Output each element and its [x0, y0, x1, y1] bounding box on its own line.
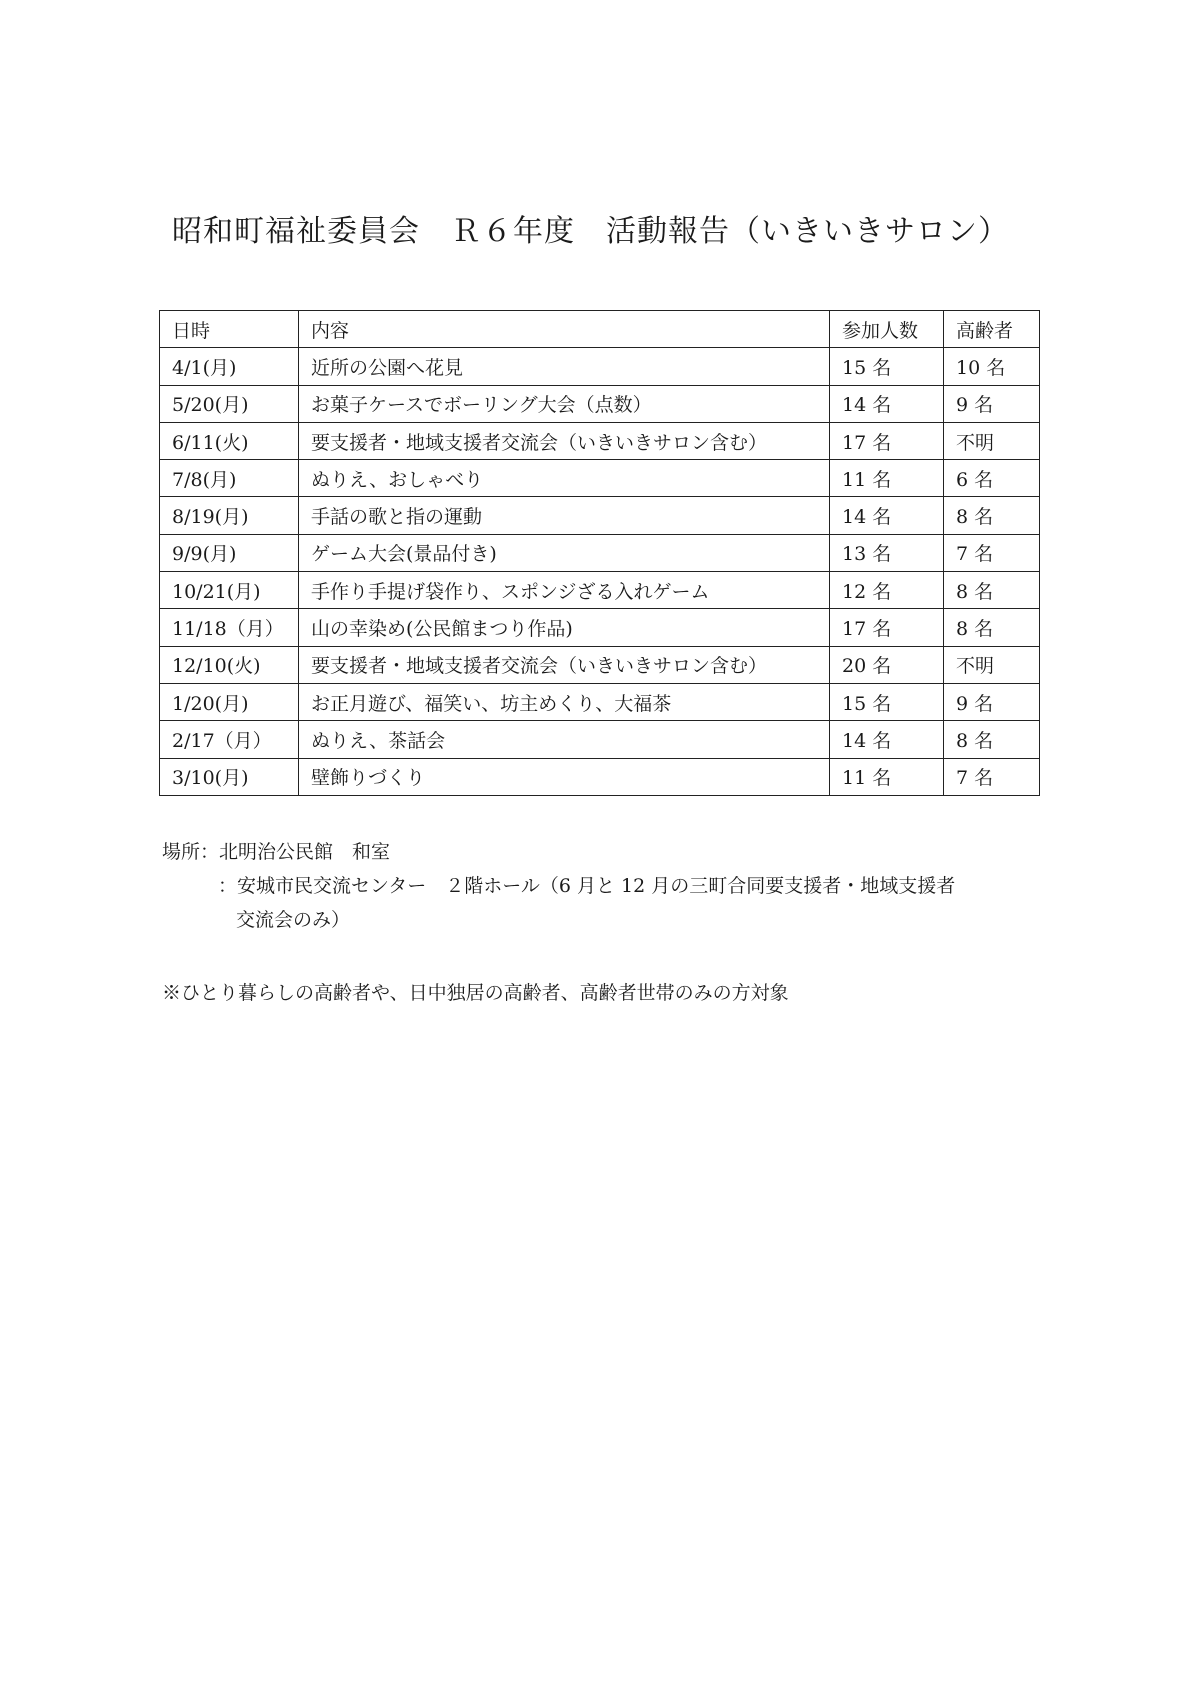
cell-content: 手話の歌と指の運動	[299, 497, 830, 534]
cell-date: 7/8(月)	[160, 460, 299, 497]
table-header-row	[160, 311, 1040, 348]
cell-date: 2/17（月）	[160, 721, 299, 758]
cell-participants: 20 名	[830, 646, 944, 683]
cell-participants: 17 名	[830, 422, 944, 459]
table-row	[160, 460, 1040, 497]
cell-participants: 14 名	[830, 721, 944, 758]
table-row	[160, 534, 1040, 571]
cell-content: 近所の公園へ花見	[299, 348, 830, 385]
cell-elderly: 不明	[944, 646, 1040, 683]
cell-date: 5/20(月)	[160, 385, 299, 422]
cell-participants: 13 名	[830, 534, 944, 571]
table-row	[160, 646, 1040, 683]
header-content: 内容	[299, 311, 830, 348]
cell-participants: 17 名	[830, 609, 944, 646]
cell-elderly: 7 名	[944, 534, 1040, 571]
cell-content: 要支援者・地域支援者交流会（いきいきサロン含む）	[299, 646, 830, 683]
table-row	[160, 348, 1040, 385]
cell-date: 10/21(月)	[160, 572, 299, 609]
cell-content: 壁飾りづくり	[299, 758, 830, 795]
table-row	[160, 683, 1040, 720]
cell-content: お菓子ケースでボーリング大会（点数）	[299, 385, 830, 422]
cell-date: 6/11(火)	[160, 422, 299, 459]
cell-elderly: 9 名	[944, 385, 1040, 422]
cell-participants: 11 名	[830, 460, 944, 497]
cell-date: 4/1(月)	[160, 348, 299, 385]
header-participants: 参加人数	[830, 311, 944, 348]
cell-date: 8/19(月)	[160, 497, 299, 534]
cell-content: ゲーム大会(景品付き)	[299, 534, 830, 571]
cell-participants: 11 名	[830, 758, 944, 795]
cell-date: 3/10(月)	[160, 758, 299, 795]
table-row	[160, 497, 1040, 534]
cell-content: ぬりえ、茶話会	[299, 721, 830, 758]
cell-date: 11/18（月）	[160, 609, 299, 646]
table-row	[160, 721, 1040, 758]
cell-content: 要支援者・地域支援者交流会（いきいきサロン含む）	[299, 422, 830, 459]
cell-participants: 15 名	[830, 683, 944, 720]
location-line-1: 場所：北明治公民館 和室	[162, 841, 391, 863]
header-date: 日時	[160, 311, 299, 348]
cell-elderly: 8 名	[944, 572, 1040, 609]
cell-participants: 14 名	[830, 497, 944, 534]
location-line-3: 交流会のみ）	[236, 909, 351, 931]
table-row	[160, 385, 1040, 422]
cell-elderly: 8 名	[944, 721, 1040, 758]
cell-participants: 14 名	[830, 385, 944, 422]
cell-elderly: 7 名	[944, 758, 1040, 795]
cell-elderly: 不明	[944, 422, 1040, 459]
table-row	[160, 422, 1040, 459]
cell-elderly: 10 名	[944, 348, 1040, 385]
activity-table	[159, 310, 1040, 796]
table-row	[160, 758, 1040, 795]
cell-content: ぬりえ、おしゃべり	[299, 460, 830, 497]
cell-date: 1/20(月)	[160, 683, 299, 720]
cell-date: 12/10(火)	[160, 646, 299, 683]
cell-content: お正月遊び、福笑い、坊主めくり、大福茶	[299, 683, 830, 720]
location-line-2: ：安城市民交流センター ２階ホール（6 月と 12 月の三町合同要支援者・地域支援者	[218, 875, 956, 897]
cell-content: 手作り手提げ袋作り、スポンジざる入れゲーム	[299, 572, 830, 609]
location-notes	[162, 835, 955, 937]
cell-elderly: 8 名	[944, 609, 1040, 646]
table-row	[160, 609, 1040, 646]
cell-elderly: 6 名	[944, 460, 1040, 497]
table-row	[160, 572, 1040, 609]
cell-participants: 15 名	[830, 348, 944, 385]
cell-date: 9/9(月)	[160, 534, 299, 571]
page-title: 昭和町福祉委員会 Ｒ６年度 活動報告（いきいきサロン）	[172, 214, 1009, 249]
cell-elderly: 8 名	[944, 497, 1040, 534]
cell-content: 山の幸染め(公民館まつり作品)	[299, 609, 830, 646]
cell-elderly: 9 名	[944, 683, 1040, 720]
header-elderly: 高齢者	[944, 311, 1040, 348]
cell-participants: 12 名	[830, 572, 944, 609]
target-footnote: ※ひとり暮らしの高齢者や、日中独居の高齢者、高齢者世帯のみの方対象	[162, 982, 789, 1004]
